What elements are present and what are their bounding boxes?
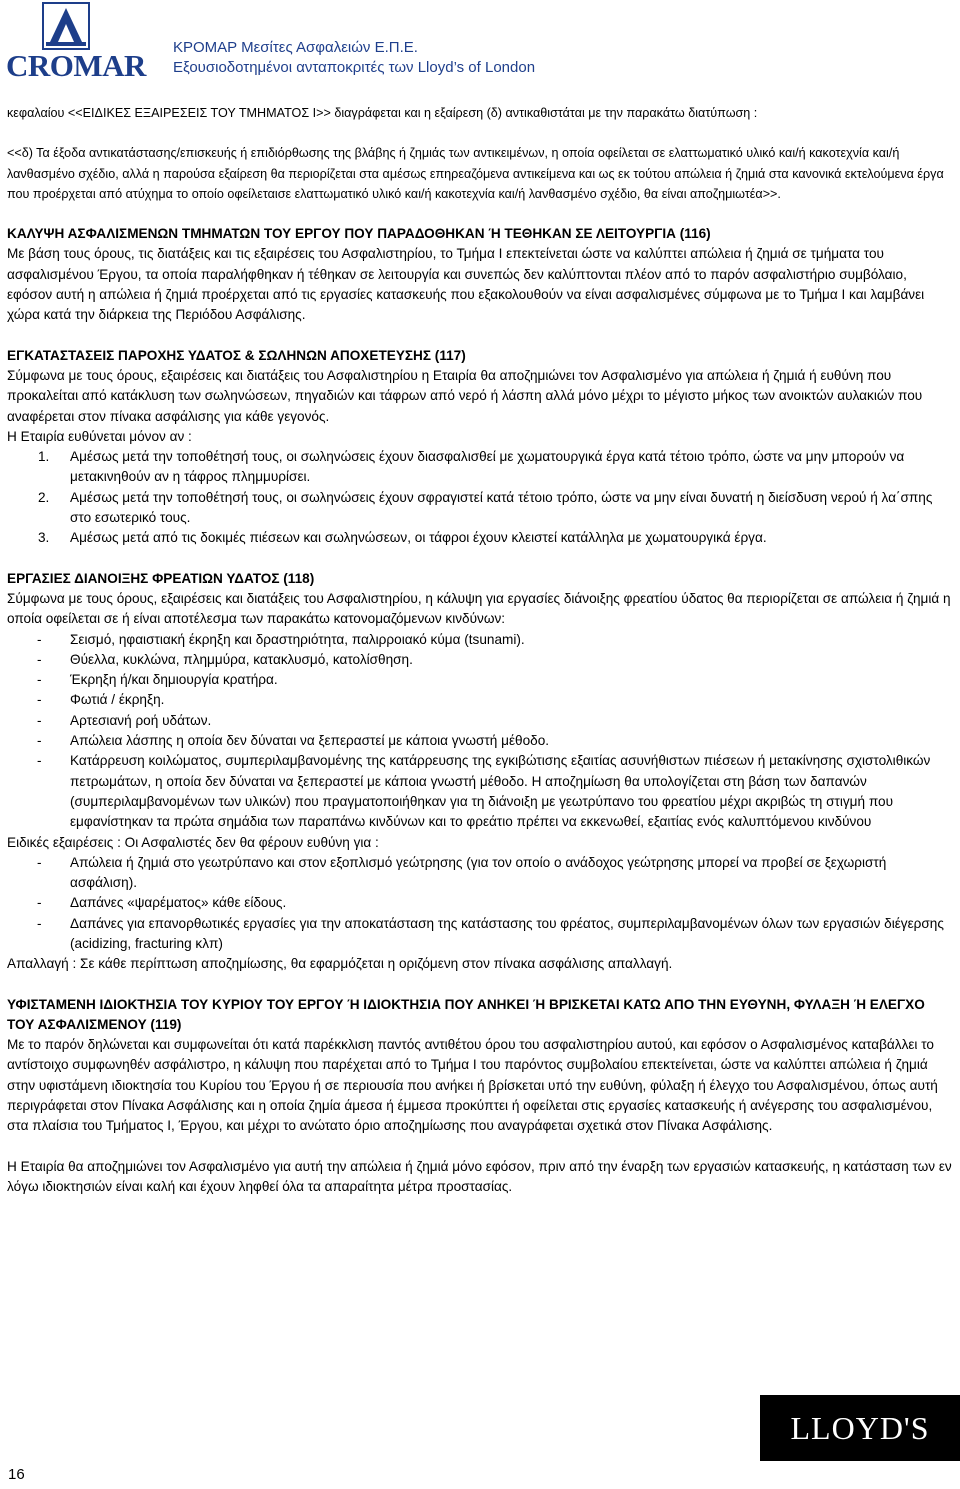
list-item: - Θύελλα, κυκλώνα, πλημμύρα, κατακλυσμό, κατολίσθηση. [37, 651, 413, 667]
cromar-logo-text: CROMAR [6, 48, 146, 83]
lloyds-logo: LLOYD'S [760, 1395, 960, 1461]
list-item: 2. Αμέσως μετά την τοποθέτησή τους, οι σωληνώσεις έχουν σφραγιστεί κατά τέτοιο τρόπο, ώστε να μην είναι δυνατή η διείσδυση νερού ή λα΄σπης στο εσωτερικό τους. [38, 489, 933, 526]
section-116-body: Με βάση τους όρους, τις διατάξεις και τις εξαιρέσεις του Ασφαλιστηρίου, το Τμήμα Ι επεκτείνεται ώστε να καλύπτει απώλεια ή ζημιά σε τμήματα του ασφαλισμένου Έργου, τα οποία παραλήφθηκαν ή τέθηκαν σε λειτουργία και συνεπώς δεν καλύπτονται πλέον από το παρόν ασφαλιστήριο συμβόλαιο, εφόσον αυτή η απώλεια ή ζημιά προέρχεται από τις εργασίες κατασκευής που εξακολουθούν να είναι ασφαλισμένες σύμφωνα με το Τμήμα Ι και λαμβάνει χώρα κατά την διάρκεια της Περιόδου Ασφάλισης. [7, 246, 925, 323]
list-item: - Φωτιά / έκρηξη. [37, 692, 165, 708]
list-item: - Κατάρρευση κοιλώματος, συμπεριλαμβανομένης της κατάρρευσης της εγκιβώτισης εξαιτίας ασυνήθιστων πιέσεων ή μετακίνησης σχιστολιθικών πετρωμάτων, η οποία δεν δύναται να ξεπεραστεί με κάποια γνωστή μέθοδο. Η αποζημίωση θα υπολογίζεται στη βάση των δαπανών (συμπεριλαμβανομένων των υλικών) που πραγματοποιήθηκαν για τη διάνοιξη με γεωτρύπανο του φρεατίου μέχρι ακριβώς τη στιγμή που εμφανίστηκαν τα πρώτα σημάδια των παραπάνω κινδύνων και το φρεάτιο πρέπει να εκκενωθεί, εξαιτίας ενός καλυπτόμενου κινδύνου [37, 753, 931, 830]
section-118-deductible: Απαλλαγή : Σε κάθε περίπτωση αποζημίωσης, θα εφαρμόζεται η οριζόμενη στον πίνακα ασφάλισης απαλλαγή. [7, 956, 673, 972]
list-item: - Σεισμό, ηφαιστιακή έκρηξη και δραστηριότητα, παλιρροιακό κύμα (tsunami). [37, 631, 525, 647]
section-117-title: ΕΓΚΑΤΑΣΤΑΣΕΙΣ ΠΑΡΟΧΗΣ ΥΔΑΤΟΣ & ΣΩΛΗΝΩΝ ΑΠΟΧΕΤΕΥΣΗΣ (117) [7, 347, 466, 363]
section-117-body: Σύμφωνα με τους όρους, εξαιρέσεις και διατάξεις του Ασφαλιστηρίου η Εταιρία θα αποζημιώνει τον Ασφαλισμένο για απώλεια ή ζημιά ή ευθύνη που προκαλείται από κατάκλυση των σωληνώσεων, πηγαδιών και τάφρων από νερό ή λάσπη αλλά μόνο μέχρι το μέγιστο μήκος των ανοικτών αυλακιών που αναφέρεται στον πίνακα ασφάλισης για κάθε γεγονός. [7, 367, 923, 424]
section-119-title: ΥΦΙΣΤΑΜΕΝΗ ΙΔΙΟΚΤΗΣΙΑ ΤΟΥ ΚΥΡΙΟΥ ΤΟΥ ΕΡΓΟΥ Ή ΙΔΙΟΚΤΗΣΙΑ ΠΟΥ ΑΝΗΚΕΙ Ή ΒΡΙΣΚΕΤΑΙ ΚΑΤΩ ΑΠΟ ΤΗΝ ΕΥΘΥΝΗ, ΦΥΛΑΞΗ Ή ΕΛΕΓΧΟ ΤΟΥ ΑΣΦΑΛΙΣΜΕΝΟΥ (119) [7, 996, 925, 1032]
section-118-body: Σύμφωνα με τους όρους, εξαιρέσεις και διατάξεις του Ασφαλιστηρίου, η κάλυψη για εργασίες διάνοιξης φρεατίου ύδατος θα περιορίζεται σε απώλεια ή ζημιά η οποία οφείλεται σε ή είναι αποτέλεσμα των παρακάτω κατονομαζόμενων κινδύνων: [7, 590, 951, 627]
list-item: 3. Αμέσως μετά από τις δοκιμές πιέσεων και σωληνώσεων, οι τάφροι έχουν κλειστεί κατάλληλα με χωματουργικά έργα. [38, 530, 767, 546]
cromar-logo [6, 2, 146, 83]
company-info [173, 38, 535, 78]
section-118-exclusions [7, 853, 953, 954]
list-item: - Απώλεια λάσπης η οποία δεν δύναται να ξεπεραστεί με κάποια γνωστή μέθοδο. [37, 733, 550, 749]
page-header [0, 0, 960, 92]
list-item: - Απώλεια ή ζημιά στο γεωτρύπανο και στον εξοπλισμό γεώτρησης (για τον οποίο ο ανάδοχος γεώτρησης μπορεί να προβεί σε ξεχωριστή ασφάλιση). [37, 854, 887, 891]
list-item: - Δαπάνες «ψαρέματος» κάθε είδους. [37, 895, 287, 911]
list-item: - Δαπάνες για επανορθωτικές εργασίες για την αποκατάσταση της κατάστασης του φρέατος, συμπεριλαμβανομένων όλων των εργασιών διέγερσης (acidizing, fracturing κλπ) [37, 915, 944, 951]
list-item: 1. Αμέσως μετά την τοποθέτησή τους, οι σωληνώσεις έχουν διασφαλισθεί με χωματουργικά έργα κατά τέτοιο τρόπο, ώστε να μην μπορούν να μετακινηθούν αν η τάφρος πλημμυρίσει. [38, 449, 905, 485]
company-subtitle: Εξουσιοδοτημένοι ανταποκριτές των Lloyd’s of London [173, 59, 536, 76]
section-117-conditions [7, 447, 953, 548]
intro-paragraph: κεφαλαίου <<ΕΙΔΙΚΕΣ ΕΞΑΙΡΕΣΕΙΣ ΤΟΥ ΤΜΗΜΑΤΟΣ Ι>> διαγράφεται και η εξαίρεση (δ) αντικαθιστάται με την παρακάτω διατύπωση : [7, 106, 758, 120]
list-item: - Έκρηξη ή/και δημιουργία κρατήρα. [37, 672, 278, 688]
document-body [7, 103, 953, 1197]
section-119-body: Με το παρόν δηλώνεται και συμφωνείται ότι κατά παρέκκλιση παντός αντιθέτου όρου του ασφαλιστηρίου αυτού, και εφόσον ο Ασφαλισμένος καταβάλλει το αντίστοιχο συμφωνηθέν ασφάλιστρο, η κάλυψη που παρέχεται από το Τμήμα Ι του παρόντος συμβολαίου επεκτείνεται, ώστε να καλύπτει απώλεια ή ζημιά στην υφιστάμενη ιδιοκτησία του Κυρίου του Έργου ή σε περιουσία που ανήκει ή βρίσκεται υπό την ευθύνη, φύλαξη ή έλεγχο του Ασφαλισμένου, όπως αυτή περιγράφεται στον Πίνακα Ασφάλισης και η οποία ζημία άμεσα ή έμμεσα προκύπτει ή οφείλεται στις εργασίες κατασκευής ή ανέγερσης του ασφαλισμένου, στα πλαίσια του Τμήματος Ι, Έργου, και μέχρι το ανώτατο όριο αποζημίωσης που αναγράφεται σχετικά στον Πίνακα Ασφάλισης. [7, 1037, 938, 1134]
section-116-title: ΚΑΛΥΨΗ ΑΣΦΑΛΙΣΜΕΝΩΝ ΤΜΗΜΑΤΩΝ ΤΟΥ ΕΡΓΟΥ ΠΟΥ ΠΑΡΑΔΟΘΗΚΑΝ Ή ΤΕΘΗΚΑΝ ΣΕ ΛΕΙΤΟΥΡΓΙΑ (116) [7, 226, 711, 242]
page-number: 16 [8, 1466, 25, 1483]
section-117-only-if: Η Εταιρία ευθύνεται μόνον αν : [7, 428, 192, 444]
section-118-special-exclusions-label: Ειδικές εξαιρέσεις : Οι Ασφαλιστές δεν θα φέρουν ευθύνη για : [7, 834, 379, 850]
section-118-title: ΕΡΓΑΣΙΕΣ ΔΙΑΝΟΙΞΗΣ ΦΡΕΑΤΙΩΝ ΥΔΑΤΟΣ (118) [7, 570, 315, 586]
company-name: ΚΡΟΜΑΡ Μεσίτες Ασφαλειών Ε.Π.Ε. [173, 39, 418, 56]
section-118-perils [7, 630, 953, 833]
exclusion-d-paragraph: <<δ) Τα έξοδα αντικατάστασης/επισκευής ή επιδιόρθωσης της βλάβης ή ζημιάς των αντικειμένων, η οποία οφείλεται σε ελαττωματικό υλικό και/ή κακοτεχνία και/ή λανθασμένο σχέδιο, αλλά η παρούσα εξαίρεση θα περιορίζεται στα αμέσως επηρεαζόμενα αντικείμενα και ως εκ τούτου απώλεια ή ζημιά στα κανονικά εκτελούμενα έργα που προέρχεται από ατύχημα το οποίο οφείλεταισε ελαττωματικό υλικό και/ή κακοτεχνία και/ή λανθασμένο σχέδιο, θα είναι αποζημιωτέα>>. [7, 146, 944, 201]
list-item: - Αρτεσιανή ροή υδάτων. [37, 712, 212, 728]
cromar-emblem-icon [42, 2, 90, 50]
section-119-body-2: Η Εταιρία θα αποζημιώνει τον Ασφαλισμένο για αυτή την απώλεια ή ζημιά μόνο εφόσον, πριν από την έναρξη των εργασιών κατασκευής, η κατάσταση των εν λόγω ιδιοκτησιών είναι καλή και έχουν ληφθεί όλα τα απαραίτητα μέτρα προστασίας. [7, 1158, 952, 1194]
